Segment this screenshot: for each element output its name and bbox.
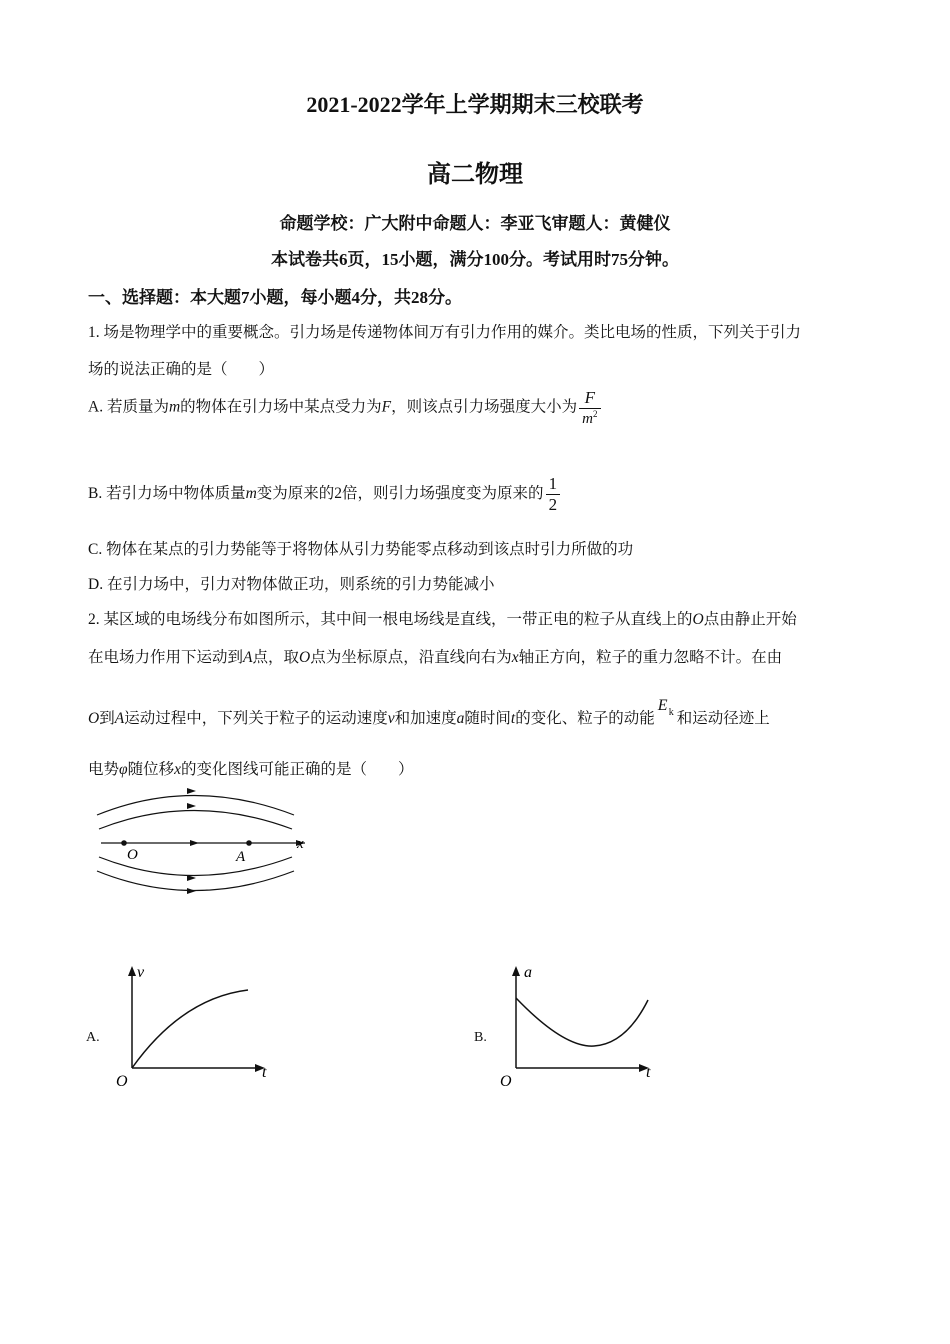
field-line	[97, 871, 294, 891]
graph-a-label[interactable]: A.	[86, 1030, 100, 1045]
label-x: x	[297, 836, 304, 852]
arrow-icon	[187, 888, 196, 894]
subject-title: 高二物理	[427, 162, 523, 188]
arrow-icon	[190, 840, 199, 846]
q2-stem-line4: 电势φ随位移x的变化图线可能正确的是（ ）	[88, 761, 414, 778]
graph-b-acceleration-time[interactable]	[494, 962, 674, 1092]
arrow-up-icon	[128, 966, 136, 976]
graph-a-velocity-time[interactable]	[110, 962, 290, 1092]
exam-title: 2021-2022学年上学期期末三校联考	[306, 92, 644, 117]
kinetic-energy-symbol: E k	[657, 697, 674, 718]
y-axis-label: a	[524, 964, 532, 981]
acceleration-curve	[516, 998, 648, 1046]
field-line	[99, 811, 292, 830]
velocity-curve	[132, 990, 248, 1068]
electric-field-diagram	[90, 782, 320, 902]
origin-label: O	[500, 1073, 512, 1090]
q1-option-d: D. 在引力场中，引力对物体做正功，则系统的引力势能减小	[88, 576, 495, 593]
q1-option-b: B. 若引力场中物体质量m变为原来的2倍，则引力场强度变为原来的 $\frac{1}{2}$	[88, 474, 560, 515]
exam-info-line: 本试卷共6页，15小题，满分100分。考试用时75分钟。	[271, 250, 679, 269]
arrow-icon	[187, 803, 196, 809]
q1-stem-line2: 场的说法正确的是（ ）	[88, 361, 275, 378]
q2-stem-line3: O到A运动过程中，下列关于粒子的运动速度v和加速度a随时间t的变化、粒子的动能 E k 和运动径迹上	[88, 697, 770, 727]
field-arrows	[121, 788, 305, 894]
q2-stem-line1: 2. 某区域的电场线分布如图所示，其中间一根电场线是直线，一带正电的粒子从直线上的O点由静止开始	[88, 611, 797, 628]
graph-b-label[interactable]: B.	[474, 1030, 487, 1045]
point-a-dot	[246, 840, 252, 846]
origin-label: O	[116, 1073, 128, 1090]
q1-option-a: A. 若质量为m的物体在引力场中某点受力为F，则该点引力场强度大小为 $\frac{F}{m^2}$	[88, 388, 601, 428]
section-heading: 一、选择题：本大题7小题，每小题4分，共28分。	[88, 288, 462, 307]
authors-line: 命题学校：广大附中命题人：李亚飞审题人：黄健仪	[279, 214, 671, 233]
y-axis-label: v	[137, 964, 145, 981]
arrow-up-icon	[512, 966, 520, 976]
arrow-icon	[187, 788, 196, 794]
x-axis-label: t	[646, 1064, 651, 1081]
fraction-f-over-m2: $\frac{F}{m^2}$	[579, 388, 600, 428]
field-line	[97, 796, 294, 816]
label-a: A	[236, 849, 246, 865]
label-o: O	[127, 847, 138, 863]
point-o-dot	[121, 840, 127, 846]
q2-stem-line2: 在电场力作用下运动到A点，取O点为坐标原点，沿直线向右为x轴正方向，粒子的重力忽略不计。在由	[88, 649, 783, 666]
fraction-one-half: $\frac{1}{2}$	[546, 474, 561, 515]
x-axis-label: t	[262, 1064, 267, 1081]
q1-stem-line1: 1. 场是物理学中的重要概念。引力场是传递物体间万有引力作用的媒介。类比电场的性质，下列关于引力	[88, 324, 802, 341]
q1-option-c: C. 物体在某点的引力势能等于将物体从引力势能零点移动到该点时引力所做的功	[88, 541, 634, 558]
